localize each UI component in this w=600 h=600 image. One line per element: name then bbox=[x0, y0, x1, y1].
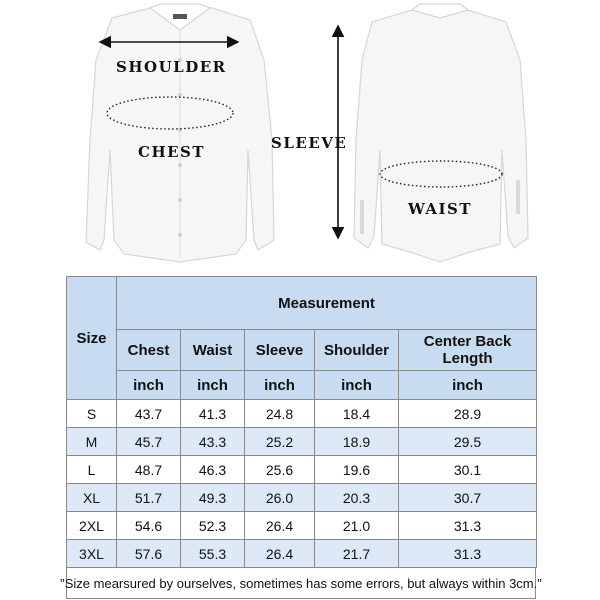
shoulder-cell: 18.4 bbox=[315, 400, 399, 428]
chest-cell: 54.6 bbox=[117, 512, 181, 540]
shoulder-cell: 19.6 bbox=[315, 456, 399, 484]
size-cell: M bbox=[67, 428, 117, 456]
unit-cell: inch bbox=[245, 371, 315, 400]
size-cell: XL bbox=[67, 484, 117, 512]
table-row bbox=[67, 456, 537, 484]
chest-cell: 45.7 bbox=[117, 428, 181, 456]
column-header-center-back-length: Center Back Length bbox=[399, 330, 537, 371]
waist-label: WAIST bbox=[408, 200, 473, 218]
size-cell: 3XL bbox=[67, 540, 117, 568]
waist-cell: 46.3 bbox=[181, 456, 245, 484]
length-cell: 31.3 bbox=[399, 540, 537, 568]
column-header-waist: Waist bbox=[181, 330, 245, 371]
size-cell: 2XL bbox=[67, 512, 117, 540]
sleeve-cell: 25.6 bbox=[245, 456, 315, 484]
shirt-measurement-illustration bbox=[0, 0, 600, 272]
shoulder-cell: 18.9 bbox=[315, 428, 399, 456]
shoulder-label: SHOULDER bbox=[116, 58, 227, 76]
waist-cell: 49.3 bbox=[181, 484, 245, 512]
size-chart-table bbox=[66, 276, 537, 568]
chest-label: CHEST bbox=[138, 143, 206, 161]
waist-cell: 43.3 bbox=[181, 428, 245, 456]
length-cell: 31.3 bbox=[399, 512, 537, 540]
shoulder-cell: 20.3 bbox=[315, 484, 399, 512]
waist-cell: 41.3 bbox=[181, 400, 245, 428]
shoulder-cell: 21.7 bbox=[315, 540, 399, 568]
waist-cell: 55.3 bbox=[181, 540, 245, 568]
sleeve-cell: 26.4 bbox=[245, 540, 315, 568]
table-row bbox=[67, 428, 537, 456]
column-header-sleeve: Sleeve bbox=[245, 330, 315, 371]
chest-cell: 43.7 bbox=[117, 400, 181, 428]
sleeve-cell: 24.8 bbox=[245, 400, 315, 428]
size-cell: L bbox=[67, 456, 117, 484]
shirt-back-image bbox=[354, 4, 528, 262]
chest-cell: 51.7 bbox=[117, 484, 181, 512]
measurement-header: Measurement bbox=[117, 277, 537, 330]
length-cell: 29.5 bbox=[399, 428, 537, 456]
column-header-shoulder: Shoulder bbox=[315, 330, 399, 371]
sleeve-cell: 26.0 bbox=[245, 484, 315, 512]
size-note: "Size mearsured by ourselves, sometimes has some errors, but always within 3cm." bbox=[66, 567, 536, 599]
chest-cell: 48.7 bbox=[117, 456, 181, 484]
size-cell: S bbox=[67, 400, 117, 428]
table-row bbox=[67, 512, 537, 540]
unit-cell: inch bbox=[117, 371, 181, 400]
unit-cell: inch bbox=[181, 371, 245, 400]
sleeve-label: SLEEVE bbox=[271, 134, 348, 152]
chest-cell: 57.6 bbox=[117, 540, 181, 568]
length-cell: 30.1 bbox=[399, 456, 537, 484]
table-row bbox=[67, 540, 537, 568]
sleeve-cell: 25.2 bbox=[245, 428, 315, 456]
shoulder-cell: 21.0 bbox=[315, 512, 399, 540]
table-row bbox=[67, 484, 537, 512]
sleeve-cell: 26.4 bbox=[245, 512, 315, 540]
size-header: Size bbox=[67, 277, 117, 400]
length-cell: 30.7 bbox=[399, 484, 537, 512]
unit-cell: inch bbox=[315, 371, 399, 400]
table-row bbox=[67, 400, 537, 428]
waist-cell: 52.3 bbox=[181, 512, 245, 540]
column-header-chest: Chest bbox=[117, 330, 181, 371]
length-cell: 28.9 bbox=[399, 400, 537, 428]
unit-cell: inch bbox=[399, 371, 537, 400]
